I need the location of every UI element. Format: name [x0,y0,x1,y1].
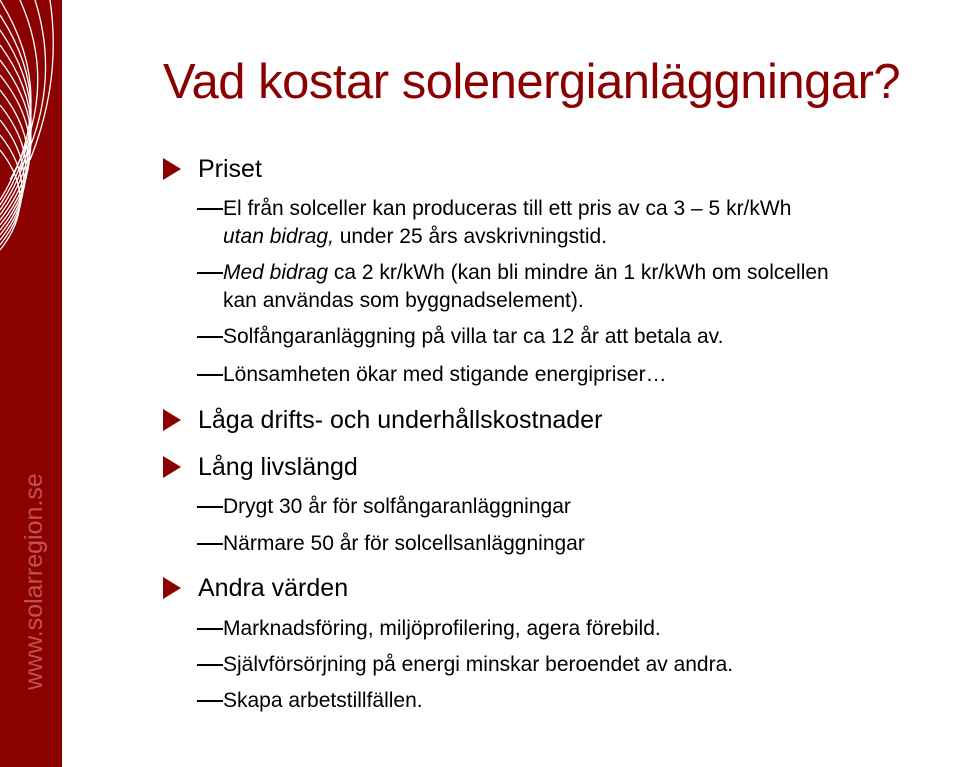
dash-icon [197,506,223,508]
list-item: Skapa arbetstillfällen. [197,686,223,716]
dash-icon [197,700,223,702]
dash-icon [197,543,223,545]
dash-icon [197,664,223,666]
bullet-livslangd [163,452,358,482]
triangle-bullet-icon [163,577,181,599]
list-item: Lönsamheten ökar med stigande energipriser… [197,360,223,390]
bullet-priset [163,154,262,184]
triangle-bullet-icon [163,158,181,180]
list-item: Självförsörjning på energi minskar beroendet av andra. [197,650,223,680]
list-item: Med bidrag ca 2 kr/kWh (kan bli mindre än 1 kr/kWh om solcellen [197,258,223,288]
page-title: Vad kostar solenergianläggningar? [163,55,901,109]
side-band [0,0,62,767]
bullet-label: Andra värden [198,573,349,602]
dash-icon [197,272,223,274]
dash-icon [197,374,223,376]
list-item: Drygt 30 år för solfångaranläggningar [197,492,223,522]
dash-icon [197,208,223,210]
bullet-drift [163,405,602,435]
dash-icon [197,336,223,338]
bullet-label: Lång livslängd [198,452,358,481]
side-url: www.solarregion.se [20,473,48,690]
dash-icon [197,628,223,630]
list-item: Marknadsföring, miljöprofilering, agera förebild. [197,614,223,644]
bullet-andra [163,573,348,603]
triangle-bullet-icon [163,456,181,478]
list-item: Solfångaranläggning på villa tar ca 12 år att betala av. [197,322,223,352]
triangle-bullet-icon [163,409,181,431]
list-item: Närmare 50 år för solcellsanläggningar [197,529,223,559]
bullet-label: Låga drifts- och underhållskostnader [198,405,603,434]
bullet-label: Priset [198,154,262,183]
list-item: El från solceller kan produceras till ett pris av ca 3 – 5 kr/kWh [197,194,223,224]
